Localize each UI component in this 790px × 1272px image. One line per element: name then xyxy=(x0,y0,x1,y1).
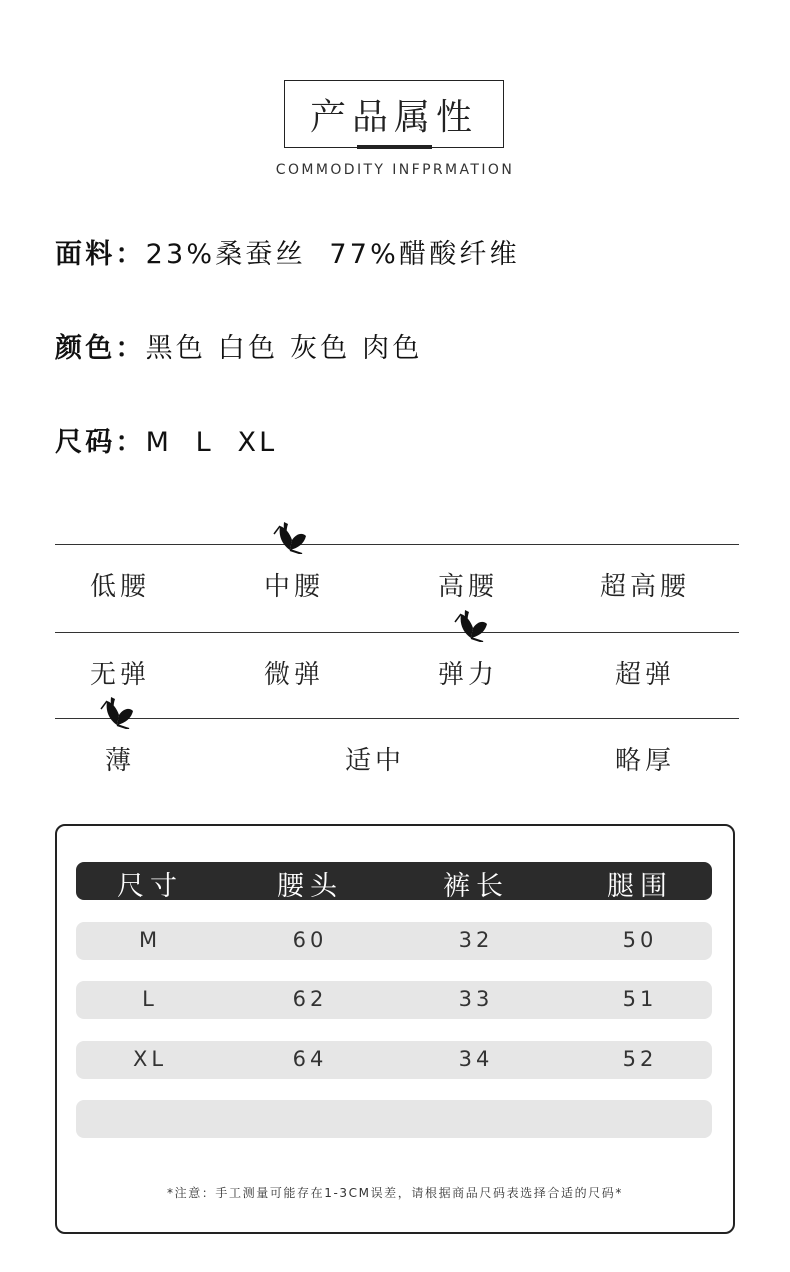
cell-waist: 60 xyxy=(292,928,328,952)
table-row xyxy=(76,981,712,1019)
section-title-box xyxy=(284,80,504,148)
cell-size: L xyxy=(142,987,158,1011)
divider-line xyxy=(55,718,739,719)
color-spec xyxy=(55,326,423,365)
butterfly-icon xyxy=(99,695,139,729)
header-size: 尺寸 xyxy=(117,871,183,902)
table-row xyxy=(76,1041,712,1079)
elasticity-option-stretch: 弹力 xyxy=(437,660,498,690)
butterfly-icon xyxy=(272,520,312,554)
butterfly-icon xyxy=(453,608,493,642)
cell-waist: 62 xyxy=(292,987,328,1011)
size-label: 尺码： xyxy=(55,427,146,458)
fabric-label: 面料： xyxy=(55,239,146,270)
divider-line xyxy=(55,544,739,545)
size-spec xyxy=(55,420,277,459)
cell-length: 33 xyxy=(458,987,494,1011)
waist-option-low: 低腰 xyxy=(89,572,150,602)
thickness-option-medium: 适中 xyxy=(344,746,405,776)
table-row xyxy=(76,922,712,960)
cell-size: XL xyxy=(132,1047,168,1071)
thickness-option-thick: 略厚 xyxy=(614,746,675,776)
elasticity-option-slight: 微弹 xyxy=(263,660,324,690)
fabric-spec xyxy=(55,232,520,271)
table-row-empty xyxy=(76,1100,712,1138)
cell-leg: 51 xyxy=(622,987,658,1011)
cell-length: 32 xyxy=(458,928,494,952)
cell-leg: 52 xyxy=(622,1047,658,1071)
size-value: M L XL xyxy=(145,427,278,458)
cell-waist: 64 xyxy=(292,1047,328,1071)
title-underline xyxy=(357,145,432,149)
header-leg: 腿围 xyxy=(607,871,673,902)
section-subtitle: COMMODITY INFPRMATION xyxy=(275,162,515,178)
thickness-option-thin: 薄 xyxy=(104,746,135,776)
cell-leg: 50 xyxy=(622,928,658,952)
waist-option-mid: 中腰 xyxy=(263,572,324,602)
color-value: 黑色 白色 灰色 肉色 xyxy=(145,333,423,364)
waist-option-high: 高腰 xyxy=(437,572,498,602)
size-table-header xyxy=(76,862,712,900)
section-title: 产品属性 xyxy=(309,96,478,138)
header-length: 裤长 xyxy=(443,871,509,902)
color-label: 颜色： xyxy=(55,333,146,364)
elasticity-options-row xyxy=(55,654,739,694)
waist-option-super-high: 超高腰 xyxy=(599,572,690,602)
waist-options-row xyxy=(55,566,739,606)
divider-line xyxy=(55,632,739,633)
elasticity-option-super: 超弹 xyxy=(614,660,675,690)
cell-length: 34 xyxy=(458,1047,494,1071)
header-waist: 腰头 xyxy=(277,871,343,902)
cell-size: M xyxy=(138,928,162,952)
thickness-options-row xyxy=(55,740,739,780)
fabric-value: 23%桑蚕丝 77%醋酸纤维 xyxy=(145,239,520,270)
elasticity-option-none: 无弹 xyxy=(89,660,150,690)
measurement-note: *注意：手工测量可能存在1-3CM误差，请根据商品尺码表选择合适的尺码* xyxy=(167,1186,623,1200)
